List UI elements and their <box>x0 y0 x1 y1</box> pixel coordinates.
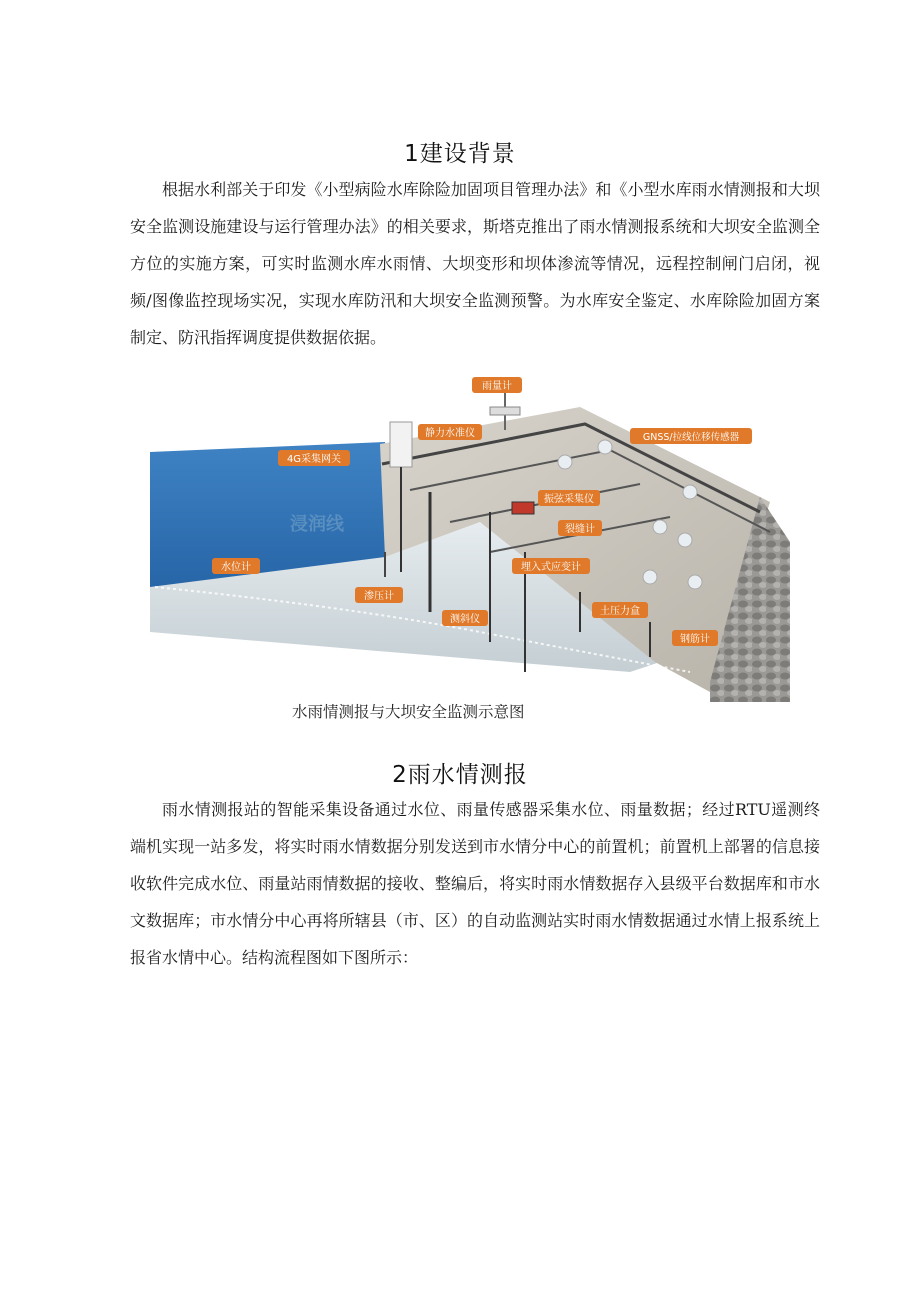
svg-text:钢筋计: 钢筋计 <box>680 634 710 645</box>
svg-text:裂缝计: 裂缝计 <box>565 524 595 535</box>
svg-text:埋入式应变计: 埋入式应变计 <box>521 562 581 573</box>
label-earth-pressure <box>592 602 648 618</box>
label-rebar-meter <box>672 630 718 646</box>
svg-text:测斜仪: 测斜仪 <box>450 614 480 625</box>
label-water-level <box>212 558 260 574</box>
label-gnss <box>630 428 752 444</box>
svg-text:4G采集网关: 4G采集网关 <box>286 454 342 465</box>
svg-text:雨量计: 雨量计 <box>482 381 512 392</box>
gateway-device <box>390 422 412 467</box>
data-collector-device <box>512 502 534 514</box>
section1-heading: 1建设背景 <box>404 141 516 167</box>
label-data-collector <box>538 490 600 506</box>
section1-paragraph: 根据水利部关于印发《小型病险水库除险加固项目管理办法》和《小型水库雨水情测报和大坝安全监测设施建设与运行管理办法》的相关要求，斯塔克推出了雨水情测报系统和大坝安全监测全方位的实施方案，可实时监测水库水雨情、大坝变形和坝体渗流等情况，远程控制闸门启闭，视频/图像监控现场实况，实现水库防汛和大坝安全监测预警。为水库安全鉴定、水库除险加固方案制定、防汛指挥调度提供数据依据。 <box>130 180 820 347</box>
label-gateway <box>278 450 350 466</box>
label-crack-meter <box>558 520 602 536</box>
label-rain-gauge <box>472 377 522 393</box>
dam-monitoring-illustration <box>150 372 790 702</box>
label-inclinometer <box>442 610 488 626</box>
label-static-level <box>418 424 482 440</box>
svg-text:静力水准仪: 静力水准仪 <box>425 428 475 439</box>
label-piezometer <box>355 587 403 603</box>
svg-text:振弦采集仪: 振弦采集仪 <box>544 494 594 505</box>
svg-text:水位计: 水位计 <box>221 562 251 573</box>
dam-diagram-svg <box>150 372 790 702</box>
svg-text:土压力盒: 土压力盒 <box>600 606 640 617</box>
svg-text:渗压计: 渗压计 <box>364 591 394 602</box>
section2-paragraph: 雨水情测报站的智能采集设备通过水位、雨量传感器采集水位、雨量数据；经过RTU遥测终端机实现一站多发，将实时雨水情数据分别发送到市水情分中心的前置机；前置机上部署的信息接收软件完成水位、雨量站雨情数据的接收、整编后，将实时雨水情数据存入县级平台数据库和市水文数据库；市水情分中心再将所辖县（市、区）的自动监测站实时雨水情数据通过水情上报系统上报省水情中心。结构流程图如下图所示： <box>130 800 820 967</box>
label-strain-gauge <box>512 558 590 574</box>
section2-heading: 2雨水情测报 <box>392 762 528 788</box>
svg-text:GNSS/拉线位移传感器: GNSS/拉线位移传感器 <box>642 432 740 443</box>
figure-caption: 水雨情测报与大坝安全监测示意图 <box>292 703 525 721</box>
seepage-line-label: 浸润线 <box>290 514 344 535</box>
